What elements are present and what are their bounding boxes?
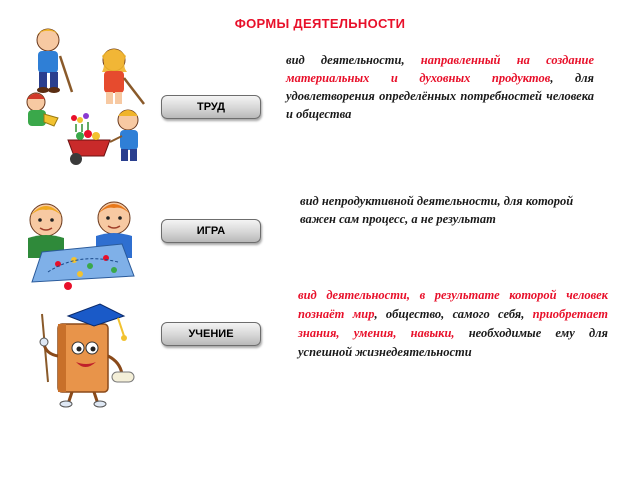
desc-study-highlight-1: вид деятельности, в результате которой человек познаёт мир: [298, 288, 608, 321]
label-study: УЧЕНИЕ: [161, 322, 261, 346]
desc-play: [300, 192, 592, 228]
desc-play-text: вид непродуктивной деятельности, для которой важен сам процесс, а не результат: [300, 194, 574, 226]
desc-labor-part-1: вид деятельности,: [286, 53, 421, 67]
desc-study-highlight-2: приобретает знания, умения, навыки,: [298, 307, 608, 340]
desc-study-part-2: необходимые ему для успешной жизнедеятельности: [298, 326, 608, 359]
children-gardening-icon: [14, 16, 152, 168]
page-title: ФОРМЫ ДЕЯТЕЛЬНОСТИ: [234, 16, 406, 31]
label-labor: ТРУД: [161, 95, 261, 119]
desc-study-part-1: , общество, самого себя,: [374, 307, 533, 321]
desc-labor-part-2: , для удовлетворения определённых потребностей человека и общества: [286, 71, 594, 121]
children-playing-board-game-icon: [18, 192, 142, 292]
book-mascot-graduate-icon: [28, 296, 138, 408]
desc-study: [298, 286, 608, 362]
desc-labor-highlight: направленный на создание материальных и духовных продуктов: [286, 53, 595, 85]
desc-labor: [286, 51, 594, 123]
label-play: ИГРА: [161, 219, 261, 243]
